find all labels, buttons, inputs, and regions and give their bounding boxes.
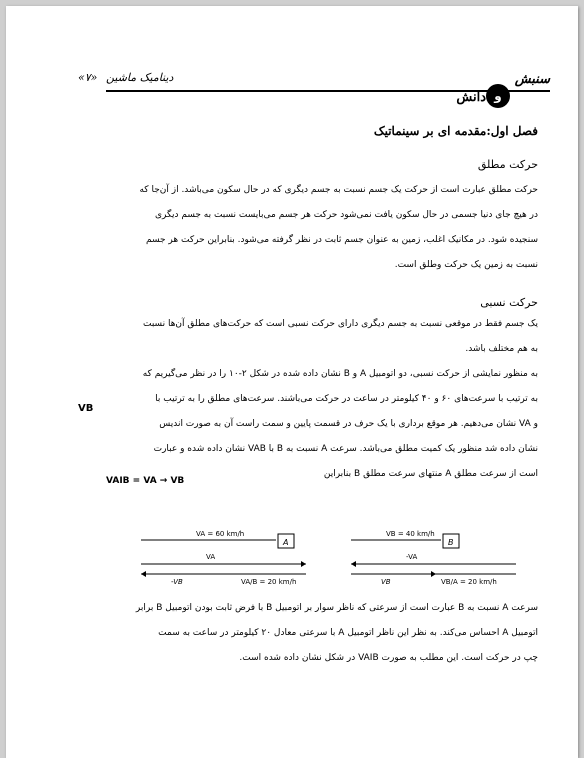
paragraph-line: حرکت مطلق عبارت است از حرکت یک جسم نسبت به جسم دیگری که در حال سکون می‌باشد. از آن‌جا که <box>139 185 538 195</box>
figure-car-a <box>141 530 306 586</box>
figure-label: VA = 60 km/h <box>196 530 245 538</box>
book-title: دینامیک ماشین <box>106 71 174 84</box>
paragraph-line: در هیچ جای دنیا جسمی در حال سکون یافت نمی‌شود حرکت هر جسم می‌بایست نسبت به جسم دیگری <box>154 210 538 220</box>
figure-label: -VB <box>171 578 183 586</box>
paragraph-line: نسبت به زمین یک حرکت وطلق است. <box>394 260 538 270</box>
figure-label: VB = 40 km/h <box>386 530 435 538</box>
box-b-label: B <box>448 538 454 547</box>
paragraph-line: و VA نشان می‌دهیم. هر موقع برداری با یک حرف در قسمت پایین و سمت راست آن به صورت اندیس <box>159 419 538 429</box>
figure-label: VB/A = 20 km/h <box>441 578 497 586</box>
figure-label: VB <box>381 578 391 586</box>
box-a-label: A <box>283 538 289 547</box>
arrow-head <box>141 571 146 577</box>
figure-label: -VA <box>406 553 418 561</box>
paragraph-line: به منظور نمایشی از حرکت نسبی، دو اتومبیل A و B نشان داده شده در شکل ۲-۱۰ را در نظر می‌گیریم که <box>142 369 538 379</box>
paragraph-line: یک جسم فقط در موقعی نسبت به جسم دیگری دارای حرکت نسبی است که حرکت‌های مطلق آن‌ها نسبت <box>143 319 538 329</box>
section-absolute-text <box>34 178 538 278</box>
publisher-logo-text-2: دانش <box>456 90 486 105</box>
section-heading-absolute: حرکت مطلق <box>477 158 538 171</box>
document-page <box>6 6 578 758</box>
paragraph-line: سنجیده شود. در مکانیک اغلب، زمین به عنوان جسم ثابت در نظر گرفته می‌شود. بنابراین حرکت هر جسم <box>145 235 538 245</box>
relative-velocity-figure <box>136 524 526 590</box>
section-relative-conclusion <box>34 596 538 671</box>
arrow-head <box>431 571 436 577</box>
paragraph-line: به هم مختلف باشد. <box>465 344 538 354</box>
arrow-head <box>351 561 356 567</box>
paragraph-line: اتومبیل A احساس می‌کند. به نظر این ناظر اتومبیل A با سرعتی معادل ۲۰ کیلومتر در ساعت به سمت <box>158 628 538 638</box>
section-relative-text <box>34 312 538 487</box>
figure-label: VA <box>206 553 216 561</box>
header-rule <box>106 90 550 92</box>
paragraph-line: چپ در حرکت است. این مطلب به صورت VAIB در شکل نشان داده شده است. <box>239 653 538 663</box>
paragraph-line: به ترتیب با سرعت‌های ۶۰ و ۴۰ کیلومتر در ساعت در حرکت می‌باشند. سرعت‌های مطلق را به ترتیب با <box>155 394 538 404</box>
section-heading-relative: حرکت نسبی <box>480 296 538 309</box>
relative-velocity-formula: VAIB = VA → VB <box>106 476 185 486</box>
arrow-head <box>301 561 306 567</box>
chapter-title: فصل اول:مقدمه ای بر سینماتیک <box>373 124 538 138</box>
publisher-logo-text: سنبش <box>514 72 550 87</box>
paragraph-line: است از سرعت مطلق A منتهای سرعت مطلق B بنابراین <box>323 469 538 479</box>
figure-car-b <box>351 530 516 586</box>
figure-label: VA/B = 20 km/h <box>241 578 297 586</box>
paragraph-line: سرعت A نسبت به B عبارت است از سرعتی که ناظر سوار بر اتومبیل B با فرض ثابت بودن اتومبیل B برابر <box>135 603 538 613</box>
publisher-logo-mark: و <box>486 84 510 108</box>
page-number: «۷» <box>78 71 98 84</box>
vb-label: VB <box>78 403 94 414</box>
paragraph-line: نشان داده شد منظور یک کمیت مطلق می‌باشد. سرعت A نسبت به B با VAB نشان داده شده و عبارت <box>153 444 538 454</box>
